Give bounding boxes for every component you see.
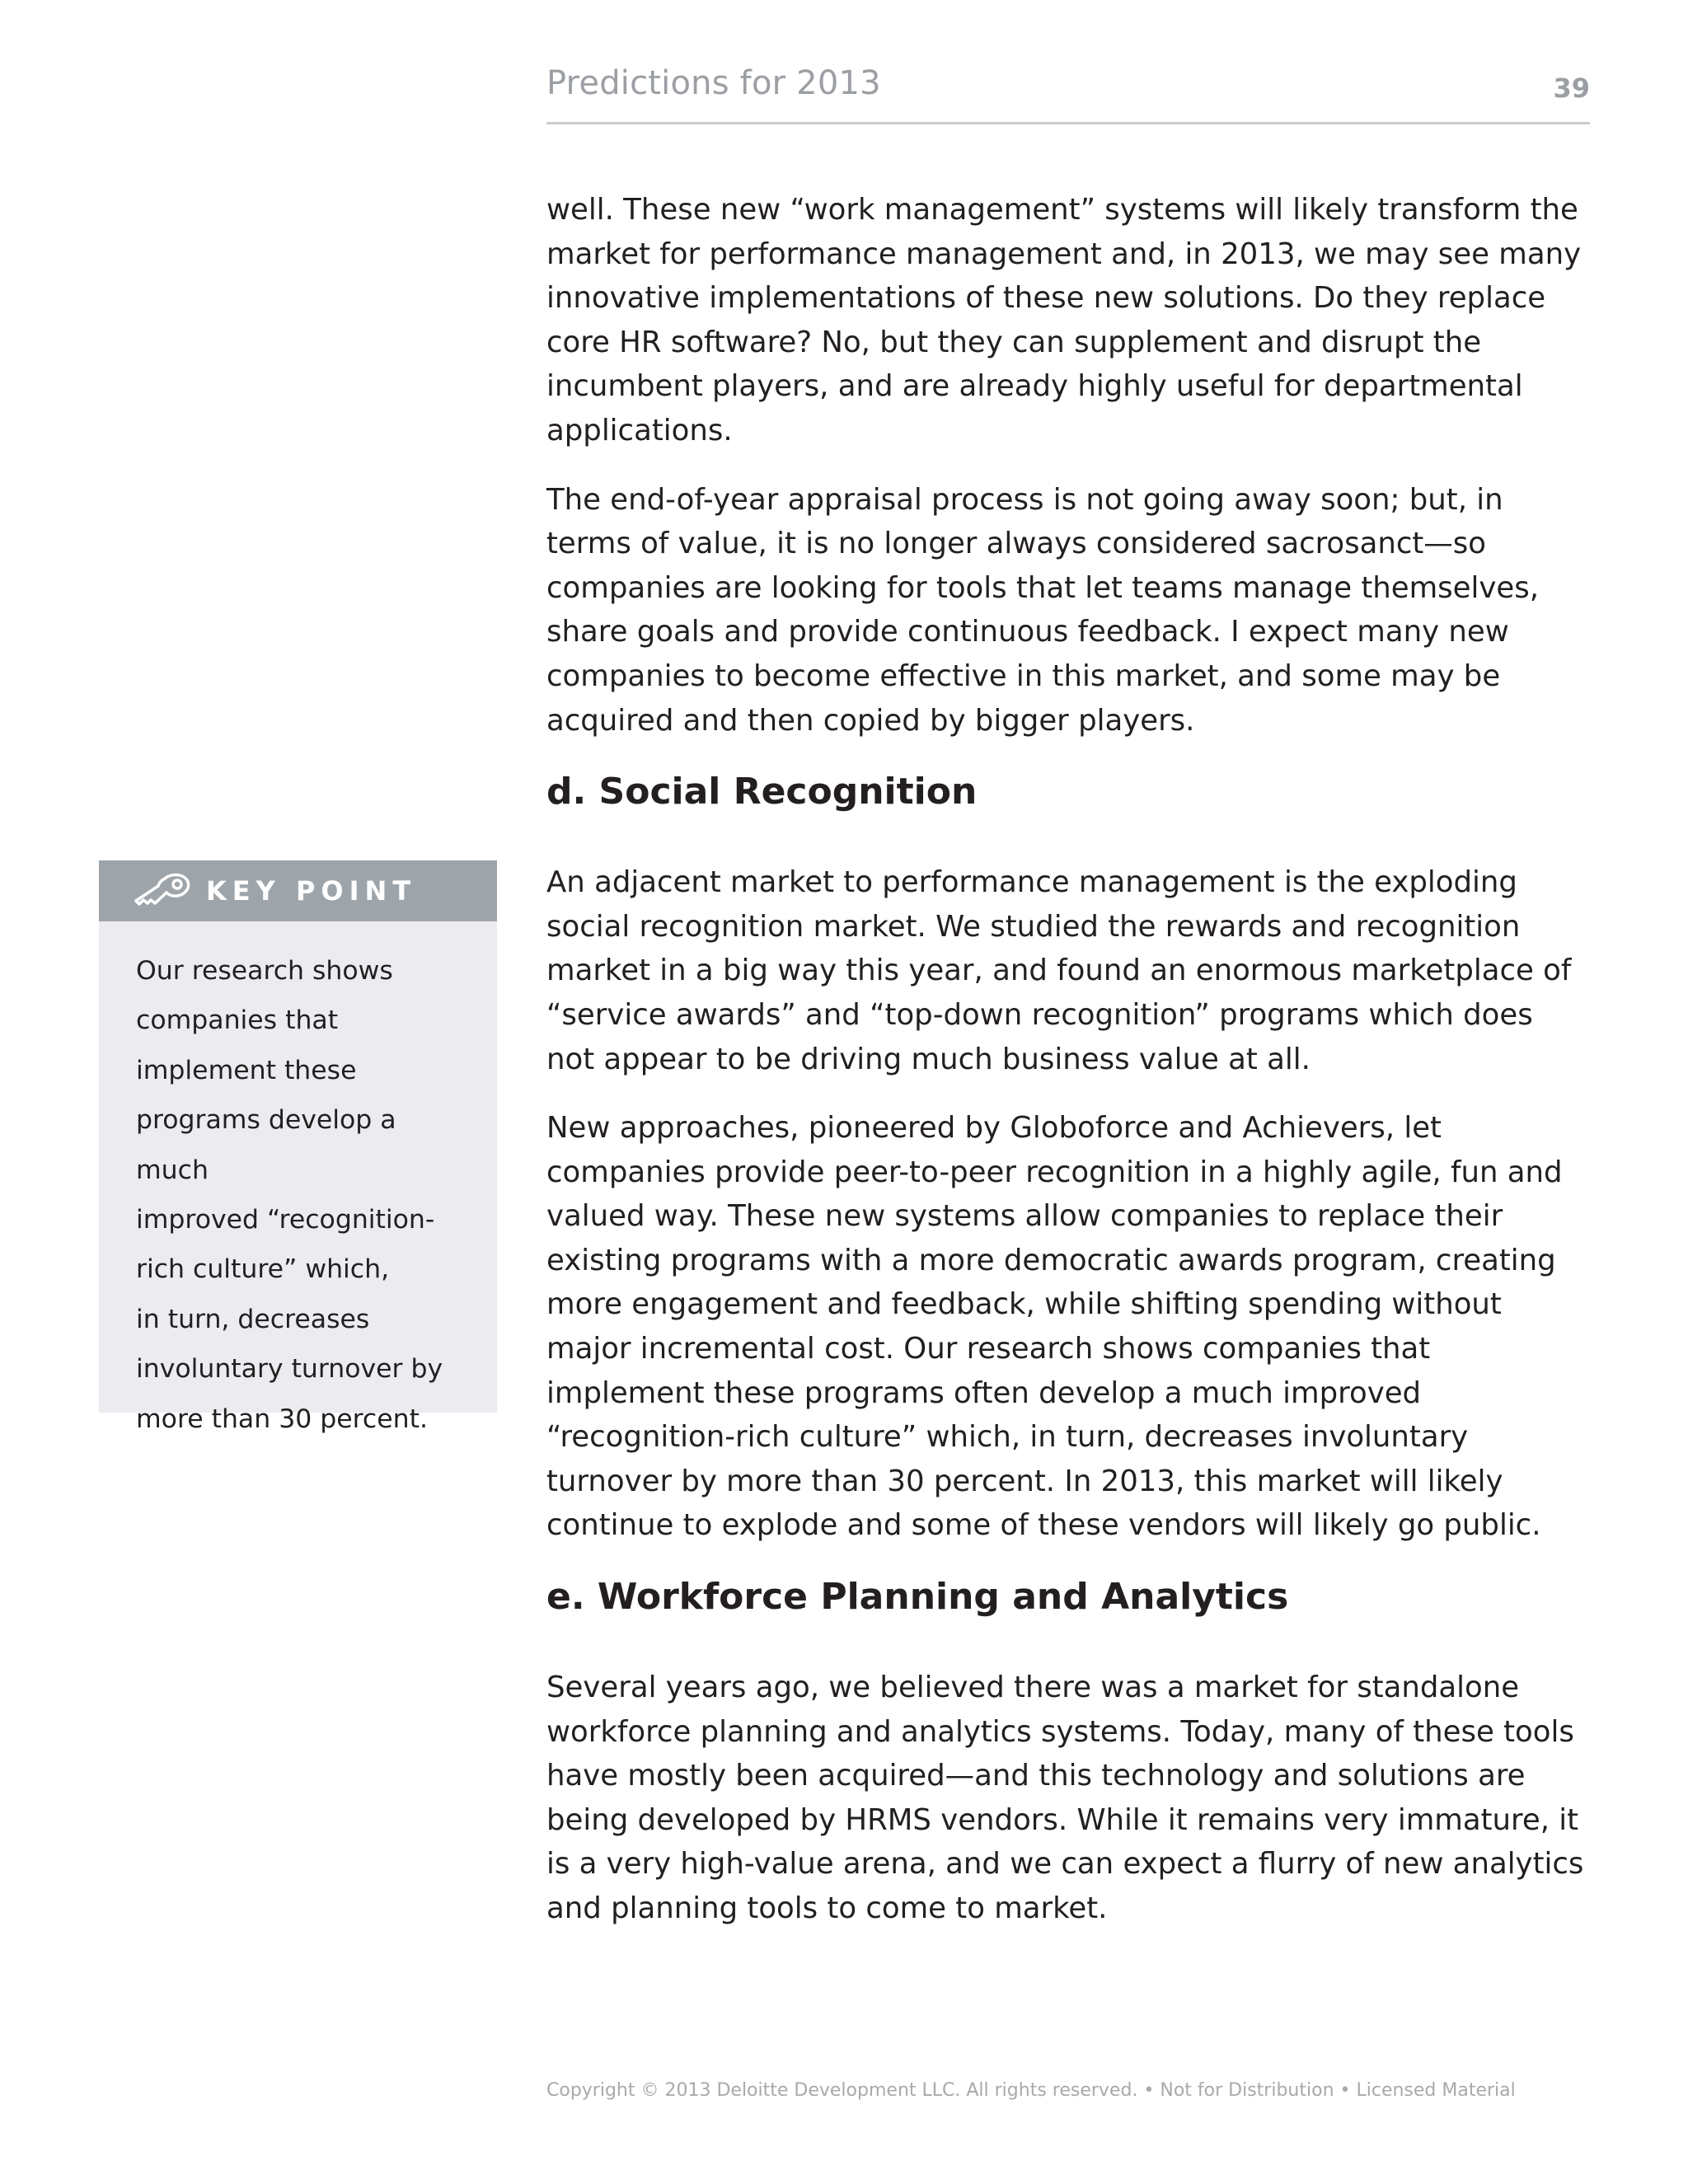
section-heading-workforce-planning: e. Workforce Planning and Analytics <box>546 1576 1289 1619</box>
key-point-callout <box>99 860 497 1434</box>
page-number: 39 <box>1553 73 1590 104</box>
paragraph-workforce-planning: Several years ago, we believed there was a market for standalone workforce planning and analytics systems. Today, many of these tools have mostly been acquired—and this technology and solutions are being developed by HRMS vendors. While it remains very immature, it is a very high-value arena, and we can expect a flurry of new analytics and planning tools to come to market. <box>546 1671 1584 1925</box>
section-heading-social-recognition: d. Social Recognition <box>546 771 978 813</box>
footer-copyright: Copyright © 2013 Deloitte Development LLC. All rights reserved. • Not for Distribution • Licensed Material <box>546 2080 1516 2101</box>
key-icon <box>134 870 191 912</box>
paragraph-appraisal-process: The end-of-year appraisal process is not going away soon; but, in terms of value, it is no longer always considered sacrosanct—so companies are looking for tools that let teams manage themselves, share goals and provide continuous feedback. I expect many new companies to become effective in this market, and some may be acquired and then copied by bigger players. <box>546 482 1540 738</box>
key-point-header <box>99 860 497 921</box>
main-column <box>546 188 1590 1956</box>
key-point-text: Our research shows companies that implement these programs develop a much improved “recognition- rich culture” which, in turn, decreases involuntary turnover by more than 30 percent. <box>136 956 443 1434</box>
paragraph-work-management: well. These new “work management” systems will likely transform the market for performance management and, in 2013, we may see many innovative implementations of these new solutions. Do they replace core HR software? No, but they can supplement and disrupt the incumbent players, and are already highly useful for departmental applications. <box>546 193 1582 448</box>
paragraph-adjacent-market: An adjacent market to performance management is the exploding social recognition market. We studied the rewards and recognition market in a big way this year, and found an enormous marketplace of “service awards” and “top-down recognition” programs which does not appear to be driving much business value at all. <box>546 865 1572 1076</box>
running-header-title: Predictions for 2013 <box>546 64 881 102</box>
paragraph-new-approaches: New approaches, pioneered by Globoforce and Achievers, let companies provide peer-to-peer recognition in a highly agile, fun and valued way. These new systems allow companies to replace their existing programs with a more democratic awards program, creating more engagement and feedback, while shifting spending without major incremental cost. Our research shows companies that implement these programs often develop a much improved “recognition-rich culture” which, in turn, decreases involuntary turnover by more than 30 percent. In 2013, this market will likely continue to explode and some of these vendors will likely go public. <box>546 1111 1563 1543</box>
header-divider <box>546 122 1590 124</box>
key-point-label: KEY POINT <box>206 875 417 907</box>
